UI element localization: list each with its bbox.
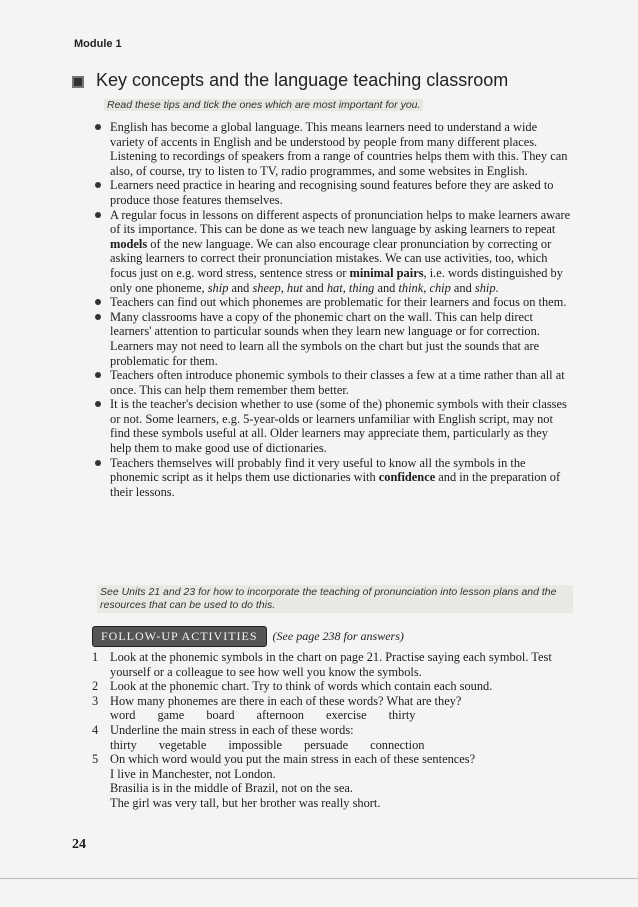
square-bullet-icon bbox=[72, 76, 84, 88]
word-list: word game board afternoon exercise thirty bbox=[110, 708, 416, 723]
bottom-rule bbox=[0, 878, 638, 879]
intro-instruction: Read these tips and tick the ones which are most important for you. bbox=[104, 99, 423, 111]
list-item: A regular focus in lessons on different aspects of pronunciation helps to make learners aware of its importance. This can be done as we teach new language by asking learners to repeat models of the new language. We can also encourage clear pronunciation by correcting or asking learners to correct their pronunciation mistakes. We can use activities, too, which focus just on e.g. word stress, sentence stress or minimal pairs, i.e. words distinguished by only one phoneme, ship and sheep, hut and hat, thing and think, chip and ship. bbox=[92, 208, 572, 296]
list-item: It is the teacher's decision whether to use (some of the) phonemic symbols with their classes or not. Some learners, e.g. 5-year-olds or learners unfamiliar with English script, may not find these symbols useful at all. Older learners may appreciate them, particularly as they help them to make good use of dictionaries. bbox=[92, 397, 572, 455]
activity-item: 4 Underline the main stress in each of these words: thirty vegetable impossible persuade connection bbox=[92, 723, 572, 752]
list-item: Teachers can find out which phonemes are problematic for their learners and focus on them. bbox=[92, 295, 572, 310]
module-label: Module 1 bbox=[74, 38, 122, 50]
see-units-note: See Units 21 and 23 for how to incorporate the teaching of pronunciation into lesson plans and the resources that can be used to do this. bbox=[97, 585, 573, 613]
key-term: minimal pairs bbox=[349, 265, 424, 280]
list-item: English has become a global language. This means learners need to understand a wide variety of accents in English and be understood by people from many different places. Listening to recordings of speakers from a range of countries helps them with this. They can also, of course, try to listen to TV, radio programmes, and some websites in English. bbox=[92, 120, 572, 178]
list-item: Many classrooms have a copy of the phonemic chart on the wall. This can help direct learners' attention to particular sounds when they learn new language or for correction. Learners may not need to learn all the symbols on the chart but just the sounds that are problematic for them. bbox=[92, 310, 572, 368]
activities-list bbox=[92, 650, 572, 811]
key-term: confidence bbox=[378, 470, 436, 485]
activity-item: 5 On which word would you put the main stress in each of these sentences? I live in Manchester, not London. Brasilia is in the middle of Brazil, not on the sea. The girl was very tall, but her brother was really short. bbox=[92, 752, 572, 810]
list-item: Teachers often introduce phonemic symbols to their classes a few at a time rather than all at once. This can help them remember them better. bbox=[92, 368, 572, 397]
activity-item: 1 Look at the phonemic symbols in the chart on page 21. Practise saying each symbol. Test yourself or a colleague to see how well you know the symbols. bbox=[92, 650, 552, 679]
sentence: Brasilia is in the middle of Brazil, not on the sea. bbox=[110, 781, 353, 796]
section-heading bbox=[72, 70, 508, 91]
activity-item: 3 How many phonemes are there in each of these words? What are they? word game board afternoon exercise thirty bbox=[92, 694, 572, 723]
key-term: models bbox=[110, 236, 148, 251]
word-list: thirty vegetable impossible persuade connection bbox=[110, 737, 425, 752]
followup-badge: FOLLOW-UP ACTIVITIES bbox=[92, 626, 267, 647]
section-title: Key concepts and the language teaching classroom bbox=[96, 70, 509, 90]
followup-header bbox=[92, 626, 404, 647]
sentence: I live in Manchester, not London. bbox=[110, 766, 276, 781]
sentence: The girl was very tall, but her brother was really short. bbox=[110, 795, 381, 810]
activity-item: 2 Look at the phonemic chart. Try to think of words which contain each sound. bbox=[92, 679, 493, 694]
tips-list bbox=[92, 120, 572, 499]
list-item: Learners need practice in hearing and recognising sound features before they are asked to produce those features themselves. bbox=[92, 178, 572, 207]
page-number: 24 bbox=[72, 837, 86, 852]
followup-note: (See page 238 for answers) bbox=[272, 629, 404, 643]
list-item: Teachers themselves will probably find it very useful to know all the symbols in the phonemic script as it helps them use dictionaries with confidence and in the preparation of their lessons. bbox=[92, 456, 572, 500]
